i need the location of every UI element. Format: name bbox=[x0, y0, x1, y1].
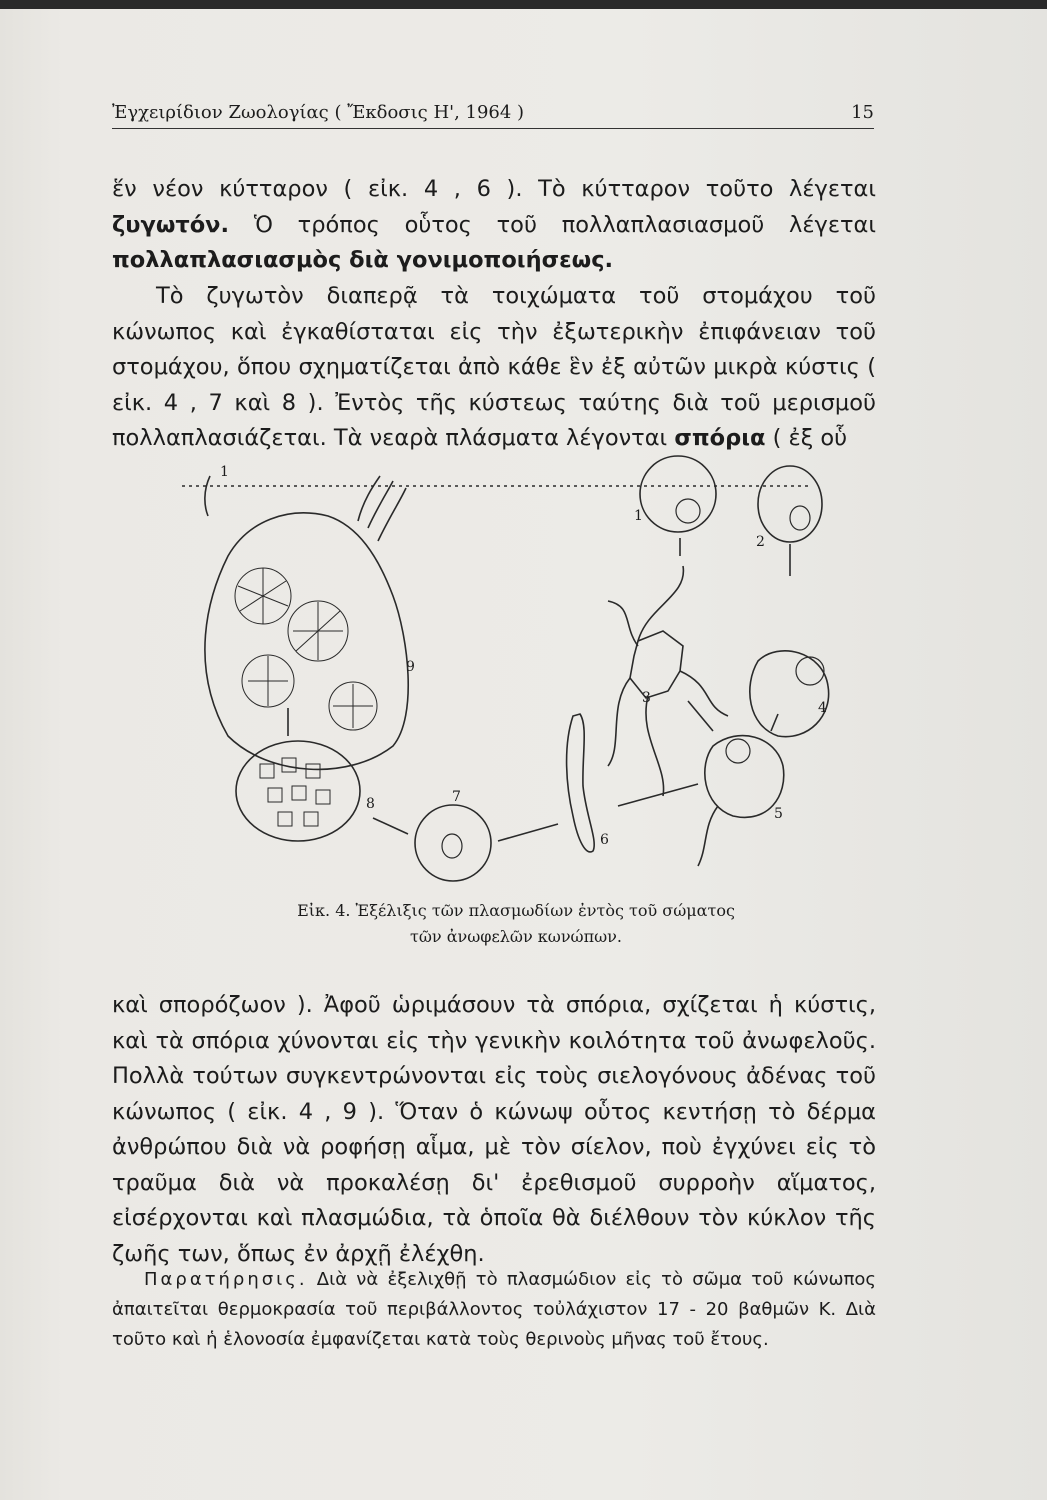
p3-text: καὶ σπορόζωον ). Ἀφοῦ ὡριμάσουν τὰ σπόρια, σχίζεται ἡ κύστις, καὶ τὰ σπόρια χύνονται εἰς τὴν γενικὴν κοιλότητα τοῦ ἀνωφελοῦς. Πολλὰ τούτων συγκεντρώνονται εἰς τοὺς σιελογόνους ἀδένας τοῦ κώνωπος ( εἰκ. 4 , 9 ). Ὅταν ὁ κώνωψ οὗτος κεντήσῃ τὸ δέρμα ἀνθρώπου διὰ νὰ ροφήσῃ αἷμα, μὲ τὸν σίελον, ποὺ ἐγχύνει εἰς τὸ τραῦμα διὰ νὰ προκαλέσῃ δι' ἐρεθισμοῦ συρροὴν αἵματος, εἰσέρχονται καὶ πλασμώδια, τὰ ὁποῖα θὰ διέλθουν τὸν κύκλον τῆς ζωῆς των, ὅπως ἐν ἀρχῇ ἐλέχθη. bbox=[112, 992, 876, 1267]
running-header bbox=[112, 98, 874, 129]
label-1b: 1 bbox=[634, 508, 643, 524]
paragraph-sporozoites bbox=[112, 988, 876, 1272]
caption-line-2: τῶν ἀνωφελῶν κωνώπων. bbox=[410, 927, 622, 946]
ookinete-6 bbox=[567, 714, 595, 852]
microgametocyte-3 bbox=[630, 631, 683, 698]
arrow-7-to-8 bbox=[373, 818, 408, 834]
label-7: 7 bbox=[452, 789, 461, 805]
scan-top-edge bbox=[0, 0, 1047, 9]
gametocyte-2 bbox=[758, 466, 822, 542]
note-paragraph bbox=[112, 1265, 876, 1355]
paragraph-cyst bbox=[112, 279, 876, 457]
pointer-1 bbox=[205, 476, 210, 516]
label-9: 9 bbox=[406, 659, 415, 675]
p1-text-2: Ὁ τρόπος οὗτος τοῦ πολλαπλασιασμοῦ λέγεται bbox=[229, 211, 876, 238]
header-title: Ἐγχειρίδιον Ζωολογίας ( Ἔκδοσις Η', 1964 ) bbox=[112, 102, 525, 123]
cell-5 bbox=[705, 736, 784, 818]
arrow-5-to-6 bbox=[618, 784, 698, 806]
cell-7 bbox=[415, 805, 491, 881]
flagella-3 bbox=[608, 566, 728, 796]
cell-4 bbox=[750, 651, 829, 737]
label-3: 3 bbox=[642, 690, 651, 706]
cyst-8 bbox=[236, 741, 360, 841]
label-2: 2 bbox=[756, 534, 765, 550]
p2-text: Τὸ ζυγωτὸν διαπερᾷ τὰ τοιχώματα τοῦ στομάχου τοῦ κώνωπος καὶ ἐγκαθίσταται εἰς τὴν ἐξωτερικὴν ἐπιφάνειαν τοῦ στομάχου, ὅπου σχηματίζεται ἀπὸ κάθε ἓν ἐξ αὐτῶν μικρὰ κύστις ( εἰκ. 4 , 7 καὶ 8 ). Ἐντὸς τῆς κύστεως ταύτης διὰ τοῦ μερισμοῦ πολλαπλασιάζεται. Τὰ νεαρὰ πλάσματα λέγονται bbox=[112, 283, 876, 451]
arrow-6-to-7 bbox=[498, 824, 558, 841]
label-6: 6 bbox=[600, 832, 609, 848]
term-zygote: ζυγωτόν. bbox=[112, 211, 230, 238]
caption-line-1: Εἰκ. 4. Ἐξέλιξις τῶν πλασμωδίων ἐντὸς τοῦ σώματος bbox=[297, 901, 735, 920]
p1-text: ἕν νέον κύτταρον ( εἰκ. 4 , 6 ). Τὸ κύτταρον τοῦτο λέγεται bbox=[112, 176, 876, 202]
paragraph-zygote bbox=[112, 172, 876, 279]
arrow-4-to-5 bbox=[771, 714, 778, 731]
page-number: 15 bbox=[851, 102, 874, 123]
p2-text-2: ( ἐξ οὗ bbox=[765, 425, 848, 451]
term-spores: σπόρια bbox=[674, 425, 766, 451]
figure-caption bbox=[236, 898, 796, 950]
label-1a: 1 bbox=[220, 464, 229, 480]
plasmodium-lifecycle-figure bbox=[168, 446, 868, 896]
gametocyte-1 bbox=[640, 456, 716, 532]
cell-9-rosettes bbox=[235, 568, 377, 730]
label-4: 4 bbox=[818, 700, 827, 716]
label-8: 8 bbox=[366, 796, 375, 812]
arrow-3-to-5 bbox=[688, 701, 713, 731]
note-label: Παρατήρησις. bbox=[144, 1269, 308, 1290]
note-text: Διὰ νὰ ἐξελιχθῇ τὸ πλασμώδιον εἰς τὸ σῶμα τοῦ κώνωπος ἀπαιτεῖται θερμοκρασία τοῦ περιβάλλοντος τοὐλάχιστον 17 - 20 βαθμῶν Κ. Διὰ τοῦτο καὶ ἡ ἑλονοσία ἐμφανίζεται κατὰ τοὺς θερινοὺς μῆνας τοῦ ἔτους. bbox=[112, 1269, 876, 1350]
label-5: 5 bbox=[774, 806, 783, 822]
term-fertilization: πολλαπλασιασμὸς διὰ γονιμοποιήσεως. bbox=[112, 247, 614, 273]
